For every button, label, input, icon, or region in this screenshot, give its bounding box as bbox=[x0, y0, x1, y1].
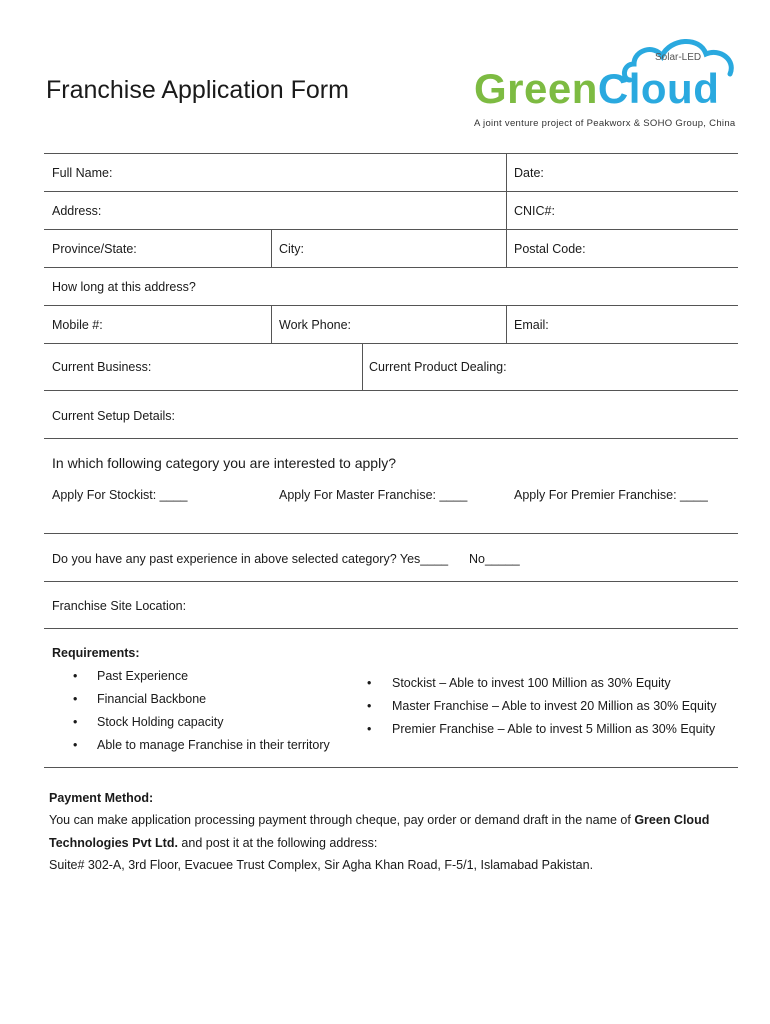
province-field[interactable]: Province/State: bbox=[52, 242, 137, 256]
payment-line-2 bbox=[49, 836, 377, 850]
work-phone-field[interactable]: Work Phone: bbox=[279, 318, 352, 332]
payment-address: Suite# 302-A, 3rd Floor, Evacuee Trust Complex, Sir Agha Khan Road, F-5/1, Islamabad Pakistan. bbox=[49, 858, 594, 872]
form-divider bbox=[506, 305, 507, 343]
form-rule bbox=[44, 153, 738, 154]
logo-word-green: Green bbox=[474, 65, 598, 112]
investment-item: Master Franchise – Able to invest 20 Million as 30% Equity bbox=[392, 699, 717, 713]
payment-heading: Payment Method: bbox=[49, 791, 154, 805]
address-field[interactable]: Address: bbox=[52, 204, 102, 218]
form-rule bbox=[44, 390, 738, 391]
bullet-icon: • bbox=[73, 669, 78, 683]
logo-tagline: A joint venture project of Peakworx & SOHO Group, China bbox=[474, 118, 736, 129]
form-rule bbox=[44, 191, 738, 192]
payment-line-1 bbox=[49, 813, 709, 827]
form-divider bbox=[271, 229, 272, 267]
requirement-item: Past Experience bbox=[97, 669, 189, 683]
form-rule bbox=[44, 628, 738, 629]
form-rule bbox=[44, 438, 738, 439]
current-setup-field[interactable]: Current Setup Details: bbox=[52, 409, 175, 423]
date-field[interactable]: Date: bbox=[514, 166, 544, 180]
form-divider bbox=[271, 305, 272, 343]
logo-subbrand: Solar-LED bbox=[655, 52, 702, 63]
form-rule bbox=[44, 343, 738, 344]
requirement-item: Able to manage Franchise in their territory bbox=[97, 738, 330, 752]
apply-stockist-field[interactable]: Apply For Stockist: ____ bbox=[52, 488, 188, 502]
current-business-field[interactable]: Current Business: bbox=[52, 360, 152, 374]
company-name: Green Cloud bbox=[634, 813, 710, 827]
cnic-field[interactable]: CNIC#: bbox=[514, 204, 555, 218]
site-location-field[interactable]: Franchise Site Location: bbox=[52, 599, 187, 613]
city-field[interactable]: City: bbox=[279, 242, 304, 256]
form-rule bbox=[44, 533, 738, 534]
payment-text: You can make application processing payment through cheque, pay order or demand draft in the name of bbox=[49, 813, 635, 827]
company-name: Technologies Pvt Ltd. bbox=[49, 836, 178, 850]
bullet-icon: • bbox=[367, 722, 372, 736]
greencloud-logo bbox=[470, 34, 742, 134]
bullet-icon: • bbox=[73, 738, 78, 752]
payment-text: and post it at the following address: bbox=[177, 836, 378, 850]
logo-wordmark bbox=[474, 65, 720, 112]
full-name-field[interactable]: Full Name: bbox=[52, 166, 113, 180]
requirement-item: Stock Holding capacity bbox=[97, 715, 224, 729]
requirements-heading: Requirements: bbox=[52, 646, 140, 660]
form-rule bbox=[44, 229, 738, 230]
form-rule bbox=[44, 767, 738, 768]
bullet-icon: • bbox=[73, 715, 78, 729]
mobile-field[interactable]: Mobile #: bbox=[52, 318, 103, 332]
form-divider bbox=[362, 343, 363, 390]
requirement-item: Financial Backbone bbox=[97, 692, 207, 706]
experience-yes-field[interactable]: Do you have any past experience in above selected category? Yes____ bbox=[52, 552, 449, 566]
current-product-field[interactable]: Current Product Dealing: bbox=[369, 360, 507, 374]
page-title: Franchise Application Form bbox=[46, 76, 349, 104]
apply-premier-field[interactable]: Apply For Premier Franchise: ____ bbox=[514, 488, 708, 502]
logo-word-blue: Cloud bbox=[597, 65, 720, 112]
form-rule bbox=[44, 267, 738, 268]
postal-code-field[interactable]: Postal Code: bbox=[514, 242, 586, 256]
investment-item: Stockist – Able to invest 100 Million as 30% Equity bbox=[392, 676, 671, 690]
investment-item: Premier Franchise – Able to invest 5 Million as 30% Equity bbox=[392, 722, 716, 736]
bullet-icon: • bbox=[367, 676, 372, 690]
how-long-field[interactable]: How long at this address? bbox=[52, 280, 196, 294]
email-field[interactable]: Email: bbox=[514, 318, 549, 332]
form-divider bbox=[506, 153, 507, 267]
category-question: In which following category you are interested to apply? bbox=[52, 455, 396, 471]
experience-no-field[interactable]: No_____ bbox=[469, 552, 520, 566]
form-rule bbox=[44, 305, 738, 306]
apply-master-field[interactable]: Apply For Master Franchise: ____ bbox=[279, 488, 468, 502]
bullet-icon: • bbox=[367, 699, 372, 713]
bullet-icon: • bbox=[73, 692, 78, 706]
form-rule bbox=[44, 581, 738, 582]
